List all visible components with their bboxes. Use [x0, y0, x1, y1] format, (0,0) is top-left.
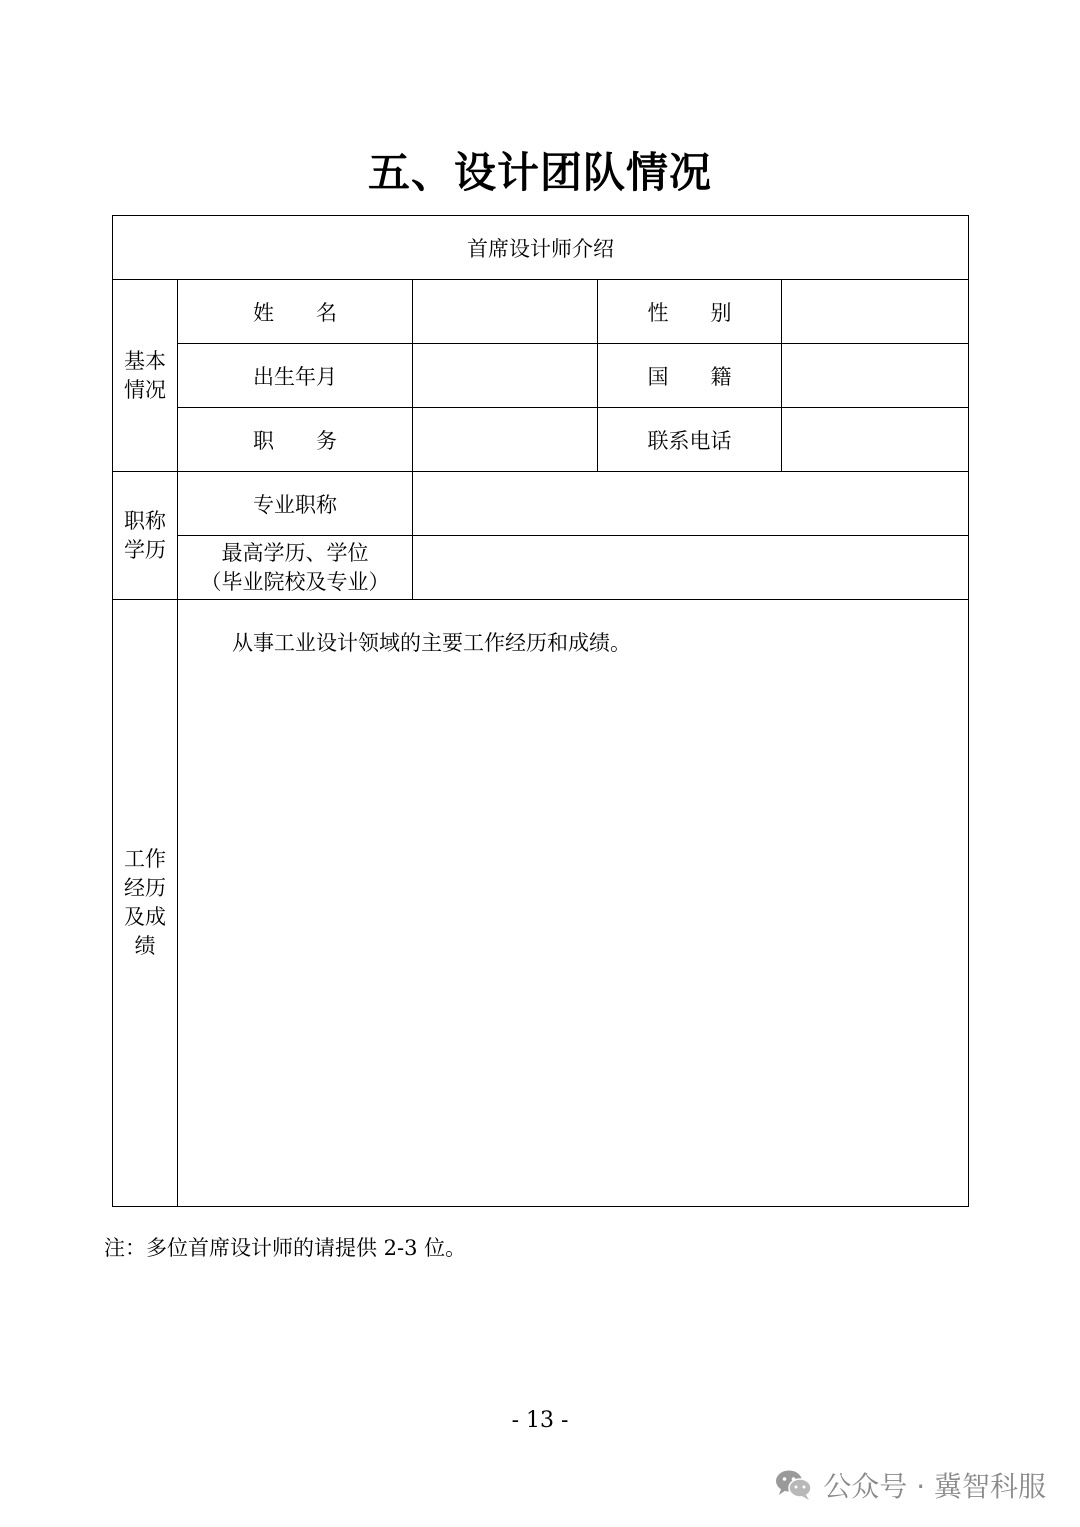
designer-form-table: [112, 215, 969, 1207]
input-birth[interactable]: [413, 344, 598, 408]
wechat-icon: [775, 1469, 813, 1501]
label-gender: 性 别: [598, 280, 782, 344]
label-name: 姓 名: [178, 280, 413, 344]
footnote: 注：多位首席设计师的请提供 2-3 位。: [104, 1236, 467, 1260]
label-birth: 出生年月: [178, 344, 413, 408]
watermark-text: 公众号 · 冀智科服: [823, 1470, 1046, 1503]
input-phone[interactable]: [782, 408, 969, 472]
label-professional-title: 专业职称: [178, 472, 413, 536]
label-position: 职 务: [178, 408, 413, 472]
label-nationality: 国 籍: [598, 344, 782, 408]
watermark: [775, 1465, 1046, 1505]
section-title-education: 职称 学历: [113, 472, 178, 600]
input-name[interactable]: [413, 280, 598, 344]
page-title: 五、设计团队情况: [367, 148, 712, 197]
input-gender[interactable]: [782, 280, 969, 344]
label-education: 最高学历、学位 （毕业院校及专业）: [178, 536, 413, 600]
input-professional-title[interactable]: [413, 472, 969, 536]
page-number: - 13 -: [511, 1408, 569, 1433]
input-education[interactable]: [413, 536, 969, 600]
form-header: 首席设计师介绍: [113, 216, 969, 280]
input-work-experience[interactable]: [178, 600, 969, 1207]
work-prompt: 从事工业设计领域的主要工作经历和成绩。: [232, 631, 631, 655]
input-position[interactable]: [413, 408, 598, 472]
input-nationality[interactable]: [782, 344, 969, 408]
label-phone: 联系电话: [598, 408, 782, 472]
section-basic-info: 基本 情况: [113, 280, 178, 472]
section-work-experience: 工作 经历 及成 绩: [113, 600, 178, 1207]
